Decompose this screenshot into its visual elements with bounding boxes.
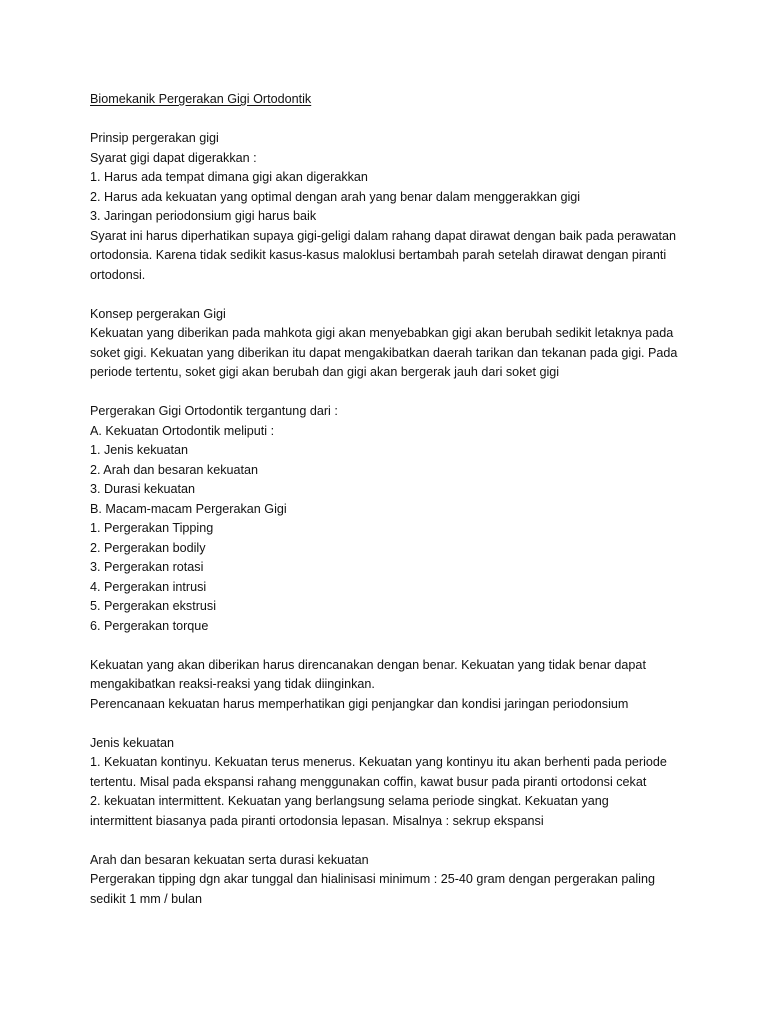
list-item-pergerakan-5: 5. Pergerakan ekstrusi — [90, 599, 216, 613]
list-item-kekuatan-1: 1. Jenis kekuatan — [90, 443, 189, 457]
paragraph-line: soket gigi. Kekuatan yang diberikan itu dapat mengakibatkan daerah tarikan dan tekanan pada gigi. Pada — [90, 345, 678, 360]
section-heading-prinsip: Prinsip pergerakan gigi — [90, 131, 219, 145]
list-item-pergerakan-6: 6. Pergerakan torque — [90, 618, 209, 633]
subheading-syarat: Syarat gigi dapat digerakkan : — [90, 150, 257, 165]
paragraph-line: Kekuatan yang diberikan pada mahkota gigi akan menyebabkan gigi akan berubah sedikit letaknya pada — [90, 326, 674, 340]
paragraph-line: Perencanaan kekuatan harus memperhatikan gigi penjangkar dan kondisi jaringan periodonsium — [90, 696, 629, 711]
subheading-macam-pergerakan: B. Macam-macam Pergerakan Gigi — [90, 501, 287, 516]
paragraph-line: Kekuatan yang akan diberikan harus direncanakan dengan benar. Kekuatan yang tidak benar dapat — [90, 657, 646, 672]
paragraph-line: sedikit 1 mm / bulan — [90, 891, 202, 906]
list-item-kekuatan-3: 3. Durasi kekuatan — [90, 482, 196, 496]
list-item-pergerakan-3: 3. Pergerakan rotasi — [90, 560, 204, 574]
spacer — [90, 714, 690, 734]
section-heading-jenis-kekuatan: Jenis kekuatan — [90, 735, 175, 750]
section-heading-tergantung: Pergerakan Gigi Ortodontik tergantung dari : — [90, 404, 338, 418]
list-item-kekuatan-2: 2. Arah dan besaran kekuatan — [90, 462, 259, 477]
paragraph-line: tertentu. Misal pada ekspansi rahang menggunakan coffin, kawat busur pada piranti ortodonsi cekat — [90, 774, 647, 789]
spacer — [90, 285, 690, 305]
paragraph-line: 2. kekuatan intermittent. Kekuatan yang berlangsung selama periode singkat. Kekuatan yang — [90, 794, 609, 808]
paragraph-line: intermittent biasanya pada piranti ortodonsia lepasan. Misalnya : sekrup ekspansi — [90, 813, 544, 828]
paragraph-line: mengakibatkan reaksi-reaksi yang tidak diinginkan. — [90, 677, 375, 691]
list-item-syarat-3: 3. Jaringan periodonsium gigi harus baik — [90, 209, 317, 223]
spacer — [90, 831, 690, 851]
list-item-pergerakan-1: 1. Pergerakan Tipping — [90, 521, 214, 535]
paragraph-line: periode tertentu, soket gigi akan berubah dan gigi akan bergerak jauh dari soket gigi — [90, 365, 560, 379]
spacer — [90, 383, 690, 403]
list-item-syarat-1: 1. Harus ada tempat dimana gigi akan digerakkan — [90, 170, 368, 184]
list-item-pergerakan-2: 2. Pergerakan bodily — [90, 540, 206, 555]
spacer — [90, 636, 690, 656]
paragraph-line: ortodonsia. Karena tidak sedikit kasus-kasus maloklusi bertambah parah setelah dirawat dengan piranti — [90, 248, 667, 262]
spacer — [90, 110, 690, 130]
section-heading-konsep: Konsep pergerakan Gigi — [90, 306, 226, 321]
section-heading-arah-besaran: Arah dan besaran kekuatan serta durasi kekuatan — [90, 852, 369, 867]
paragraph-line: Pergerakan tipping dgn akar tunggal dan hialinisasi minimum : 25-40 gram dengan pergerakan paling — [90, 872, 655, 886]
subheading-kekuatan-ortodontik: A. Kekuatan Ortodontik meliputi : — [90, 423, 275, 438]
paragraph-line: 1. Kekuatan kontinyu. Kekuatan terus menerus. Kekuatan yang kontinyu itu akan berhenti pada periode — [90, 755, 667, 769]
list-item-syarat-2: 2. Harus ada kekuatan yang optimal dengan arah yang benar dalam menggerakkan gigi — [90, 189, 581, 204]
paragraph-line: ortodonsi. — [90, 267, 146, 282]
document-title: Biomekanik Pergerakan Gigi Ortodontik — [90, 92, 312, 106]
list-item-pergerakan-4: 4. Pergerakan intrusi — [90, 579, 207, 594]
document-body — [90, 90, 690, 909]
paragraph-line: Syarat ini harus diperhatikan supaya gigi-geligi dalam rahang dapat dirawat dengan baik pada perawatan — [90, 228, 676, 243]
